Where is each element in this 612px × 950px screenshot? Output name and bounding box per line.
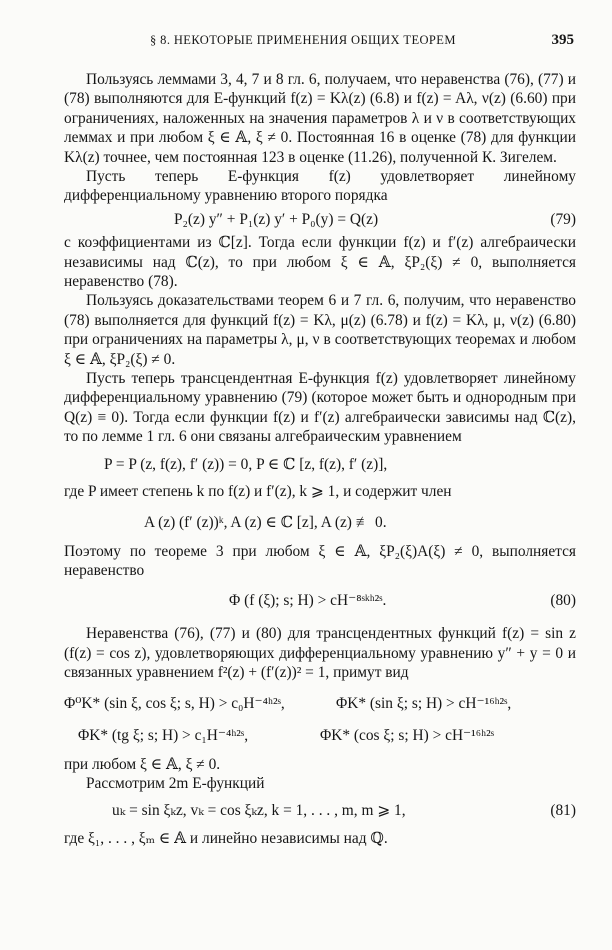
equation-81-number: (81) <box>550 802 576 820</box>
equation-79-formula: P₂(z) y″ + P₁(z) y′ + P₀(y) = Q(z) <box>174 210 379 228</box>
equation-phi-2a: ΦK* (tg ξ; s; H) > c₁H⁻⁴ʰ²ˢ, <box>78 726 249 744</box>
equation-p <box>64 455 576 474</box>
equation-79-number: (79) <box>550 210 576 228</box>
equation-79 <box>64 210 576 229</box>
equation-81-formula: uₖ = sin ξₖz, vₖ = cos ξₖz, k = 1, . . . , m, m ⩾ 1, <box>112 802 406 820</box>
equation-phi-row-2 <box>64 723 576 747</box>
equation-phi-1b: ΦK* (sin ξ; s; H) > cH⁻¹⁶ʰ²ˢ, <box>336 694 512 712</box>
section-title: § 8. НЕКОТОРЫЕ ПРИМЕНЕНИЯ ОБЩИХ ТЕОРЕМ <box>150 33 456 47</box>
equation-p-formula: P = P (z, f(z), f′ (z)) = 0, P ∈ ℂ [z, f(z), f′ (z)], <box>104 455 388 473</box>
paragraph-1: Пользуясь леммами 3, 4, 7 и 8 гл. 6, получаем, что неравенства (76), (77) и (78) выполняются для E-функций f(z) = Kλ(z) (6.8) и f(z) = Aλ, ν(z) (6.60) при ограничениях, наложенных на значения параметров λ и ν в соответствующих леммах и при любом ξ ∈ 𝔸, ξ ≠ 0. Постоянная 16 в оценке (78) для функции Kλ(z) точнее, чем постоянная 123 в оценке (11.26), полученной К. Зигелем. <box>64 71 576 166</box>
paragraph-3: с коэффициентами из ℂ[z]. Тогда если функции f(z) и f′(z) алгебраически независимы над ℂ(z), то при любом ξ ∈ 𝔸, ξP₂(ξ) ≠ 0, выполняется неравенство (78). <box>64 234 576 291</box>
running-header <box>0 33 612 55</box>
paragraph-6: где P имеет степень k по f(z) и f′(z), k ⩾ 1, и содержит член <box>64 483 452 501</box>
equation-phi-row-1 <box>64 691 576 715</box>
paragraph-4: Пользуясь доказательствами теорем 6 и 7 гл. 6, получим, что неравенство (78) выполняется для функций f(z) = Kλ, μ(z) (6.78) и f(z) = Kλ, μ, ν(z) (6.80) при ограничениях на параметры λ, μ, ν в соответствующих теоремах и любом ξ ∈ 𝔸, ξP₂(ξ) ≠ 0. <box>64 292 576 368</box>
equation-81 <box>64 801 576 820</box>
equation-80-number: (80) <box>550 592 576 610</box>
paragraph-2: Пусть теперь E-функция f(z) удовлетворяет линейному дифференциальному уравнению второго порядка <box>64 168 576 205</box>
equation-80 <box>64 588 576 612</box>
paragraph-11: где ξ₁, . . . , ξₘ ∈ 𝔸 и линейно независимы над ℚ. <box>64 829 388 847</box>
equation-phi-1a: Φ⁰K* (sin ξ, cos ξ; s, H) > c₀H⁻⁴ʰ²ˢ, <box>64 694 285 712</box>
paragraph-8: Неравенства (76), (77) и (80) для трансцендентных функций f(z) = sin z (f(z) = cos z), удовлетворяющих дифференциальному уравнению y″ + y = 0 и связанных уравнением f²(z) + (f′(z))² = 1, примут вид <box>64 625 576 682</box>
paragraph-9: при любом ξ ∈ 𝔸, ξ ≠ 0. <box>64 755 221 773</box>
equation-a-formula: A (z) (f′ (z))ᵏ, A (z) ∈ ℂ [z], A (z) ≢ 0. <box>144 513 387 531</box>
paragraph-7: Поэтому по теореме 3 при любом ξ ∈ 𝔸, ξP₂(ξ)A(ξ) ≠ 0, выполняется неравенство <box>64 542 576 579</box>
page-number: 395 <box>551 32 574 48</box>
equation-a <box>64 510 576 534</box>
paragraph-10: Рассмотрим 2m E-функций <box>86 774 265 792</box>
paragraph-5: Пусть теперь трансцендентная E-функция f(z) удовлетворяет линейному дифференциальному уравнению (79) (которое может быть и однородным при Q(z) ≡ 0). Тогда если функции f(z) и f′(z) алгебраически зависимы над ℂ(z), то по лемме 1 гл. 6 они связаны алгебраическим уравнением <box>64 370 576 446</box>
equation-phi-2b: ΦK* (cos ξ; s; H) > cH⁻¹⁶ʰ²ˢ <box>320 726 494 744</box>
page-body <box>64 70 576 848</box>
equation-80-formula: Φ (f (ξ); s; H) > cH⁻⁸ˢᵏʰ²ˢ. <box>229 592 387 610</box>
